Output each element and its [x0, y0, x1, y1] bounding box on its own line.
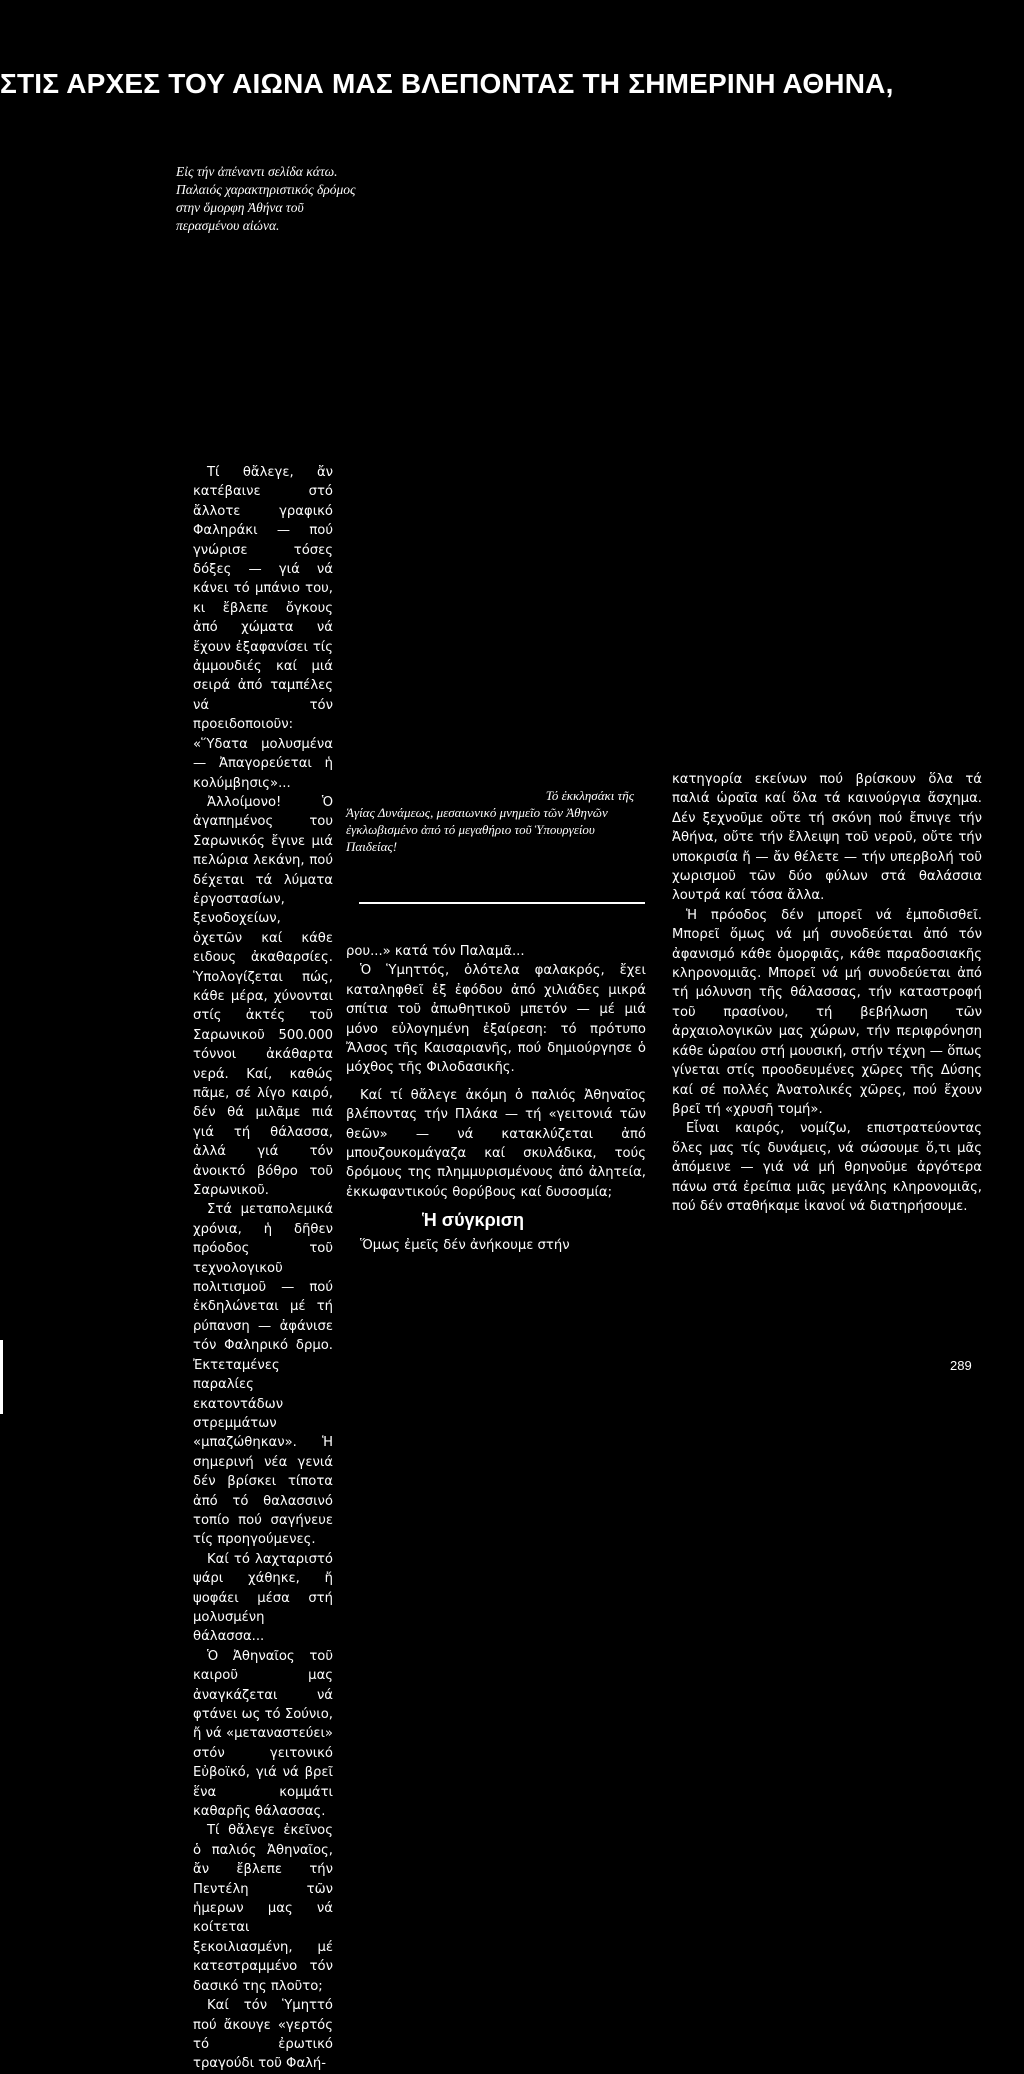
- paragraph: Στά μεταπολεμικά χρόνια, ἡ δῆθεν πρόοδος τοῦ τεχνολογικοῦ πολιτισμοῦ — πού ἐκδηλώνεται μέ τή ρύπανση — ἀφάνισε τόν Φαληρικό δρμο. Ἐκτεταμένες παραλίες εκατοντάδων στρεμμάτων «μπαζώθηκαν». Ἡ σημερινή νέα γενιά δέν βρίσκει τίποτα ἀπό τό θαλασσινό τοπίο πού σαγήνευε τίς προηγούμενες.: [193, 1202, 333, 1548]
- paragraph: Ὁ Ὑμηττός, ὁλότελα φαλακρός, ἔχει καταληφθεῖ ἐξ ἐφόδου ἀπό χιλιάδες μικρά σπίτια τοῦ ἀπωθητικοῦ μπετόν — μέ μιά μόνο εὐλογημένη ἐξαίρεση: τό πρότυπο Ἄλσος τῆς Καισαριανῆς, πού δημιούργησε ὁ μόχθος τῆς Φιλοδασικῆς.: [346, 963, 646, 1076]
- paragraph: Ἀλλοίμονο! Ὁ ἀγαπημένος του Σαρωνικός ἔγινε μιά πελώρια λεκάνη, πού δέχεται τά λύματα ἐργοστασίων, ξενοδοχείων, ὀχετῶν καί κάθε ειδους ἀκαθαρσίες. Ὑπολογίζεται πώς, κάθε μέρα, χύνονται στίς ἀκτές τοῦ Σαρωνικοῦ 500.000 τόννοι ἀκάθαρτα νερά. Καί, καθώς πᾶμε, σέ λίγο καιρό, δέν θά μιλᾶμε πιά γιά τή θάλασσα, ἀλλά γιά τόν ἀνοικτό βόθρο τοῦ Σαρωνικοῦ.: [193, 794, 333, 1199]
- article-column-2: [346, 942, 646, 1256]
- paragraph: κατηγορία εκείνων πού βρίσκουν ὅλα τά παλιά ὡραῖα καί ὅλα τά καινούργια ἄσχημα. Δέν ξεχνοῦμε οὔτε τή σκόνη πού ἔπνιγε τήν Ἀθήνα, οὔτε τήν ἔλλειψη τοῦ νεροῦ, οὔτε τήν υποκρισία ἤ — ἄν θέλετε — τήν υπερβολή τοῦ χωρισμοῦ τῶν δύο φύλων στά θαλάσσια λουτρά καί τόσα ἄλλα.: [672, 772, 982, 904]
- article-column-3: [672, 770, 982, 1216]
- caption-line: Ἁγίας Δυνάμεως, μεσαιωνικό μνημεῖο τῶν Ἀθηνῶν ἐγκλωβισμένο ἀπό τό μεγαθήριο τοῦ Ὑπουργείου Παιδείας!: [346, 805, 608, 854]
- photo-caption-top: Εἰς τήν ἀπέναντι σελίδα κάτω. Παλαιός χαρακτηριστικός δρόμος στην ὅμορφη Ἀθήνα τοῦ περασμένου αἰώνα.: [176, 164, 356, 233]
- paragraph: Τί θἄλεγε, ἄν κατέβαινε στό ἄλλοτε γραφικό Φαληράκι — πού γνώρισε τόσες δόξες — γιά νά κάνει τό μπάνιο του, κι ἔβλεπε ὄγκους ἀπό χώματα νά ἔχουν ἐξαφανίσει τίς ἀμμουδιές καί μιά σειρά ἀπό ταμπέλες νά τόν προειδοποιοῦν: «Ὕδατα μολυσμένα — Ἀπαγορεύεται ἡ κολύμβησις»...: [193, 465, 333, 791]
- article-column-1: [193, 463, 333, 2074]
- caption-line: Τό ἐκκλησάκι τῆς: [545, 788, 634, 803]
- edge-rule: [0, 1340, 3, 1414]
- paragraph: Ὅμως ἐμεῖς δέν ἀνήκουμε στήν: [360, 1238, 570, 1254]
- paragraph: Τί θἄλεγε ἐκεῖνος ὁ παλιός Ἀθηναῖος, ἄν ἔβλεπε τήν Πεντέλη τῶν ἡμερων μας νά κοίτεται ξεκοιλιασμένη, μέ κατεστραμμένο τόν δασικό της πλοῦτο;: [193, 1823, 333, 1994]
- photo-caption-church: [346, 787, 646, 855]
- paragraph: Ὁ Ἀθηναῖος τοῦ καιροῦ μας ἀναγκάζεται νά φτάνει ως τό Σούνιο, ἤ νά «μεταναστεύει» στόν γειτονικό Εὐβοϊκό, γιά νά βρεῖ ἕνα κομμάτι καθαρῆς θάλασσας.: [193, 1648, 333, 1820]
- paragraph: Καί τό λαχταριστό ψάρι χάθηκε, ἤ ψοφάει μέσα στή μολυσμένη θάλασσα...: [193, 1551, 333, 1645]
- page-number: 289: [950, 1358, 972, 1373]
- paragraph: Καί τόν Ὑμηττό πού ἄκουγε «γερτός τό ἐρωτικό τραγούδι τοῦ Φαλή-: [193, 1998, 333, 2072]
- paragraph: ρου...» κατά τόν Παλαμᾶ...: [346, 944, 525, 959]
- paragraph: Καί τί θἄλεγε ἀκόμη ὁ παλιός Ἀθηναῖος βλέποντας τήν Πλάκα — τή «γειτονιά τῶν θεῶν» — νά κατακλύζεται ἀπό μπουζουκομάγαζα καί σκυλάδικα, τούς δρόμους της πλημμυρισμένους ἀπό ἀλητεία, ἐκκωφαντικούς θορύβους καί δυσοσμία;: [346, 1087, 646, 1200]
- paragraph: Εἶναι καιρός, νομίζω, επιστρατεύοντας ὅλες μας τίς δυνάμεις, νά σώσουμε ὅ,τι μᾶς ἀπόμεινε — γιά νά μή θρηνοῦμε ἀργότερα πάνω στά ἐρείπια μιᾶς μεγάλης κληρονομιᾶς, πού δέν σταθήκαμε ἱκανοί νά διατηρήσουμε.: [672, 1121, 982, 1214]
- divider: [359, 902, 645, 904]
- section-heading: Ἡ σύγκριση: [422, 1210, 525, 1231]
- paragraph: Ἡ πρόοδος δέν μπορεῖ νά ἐμποδισθεῖ. Μπορεῖ ὅμως νά μή συνοδεύεται ἀπό τόν ἀφανισμό κάθε ὀμορφιᾶς, κάθε παραδοσιακῆς κληρονομιᾶς. Μπορεῖ νά μή συνοδεύεται ἀπό τή μόλυνση τῆς θάλασσας, τήν καταστροφή τοῦ πρασίνου, τή βεβήλωση τῶν ἀρχαιολογικῶν μας χώρων, τήν περιφρόνηση κάθε ὡραίου στή μουσική, στήν τέχνη — ὅπως γίνεται στίς προοδευμένες χῶρες τῆς Δύσης καί σέ πολλές Ἀνατολικές χῶρες, πού ἔχουν βρεῖ τή «χρυσῆ τομή».: [672, 907, 982, 1117]
- page-title: ΣΤΙΣ ΑΡΧΕΣ ΤΟΥ ΑΙΩΝΑ ΜΑΣ ΒΛΕΠΟΝΤΑΣ ΤΗ ΣΗΜΕΡΙΝΗ ΑΘΗΝΑ,: [0, 68, 894, 99]
